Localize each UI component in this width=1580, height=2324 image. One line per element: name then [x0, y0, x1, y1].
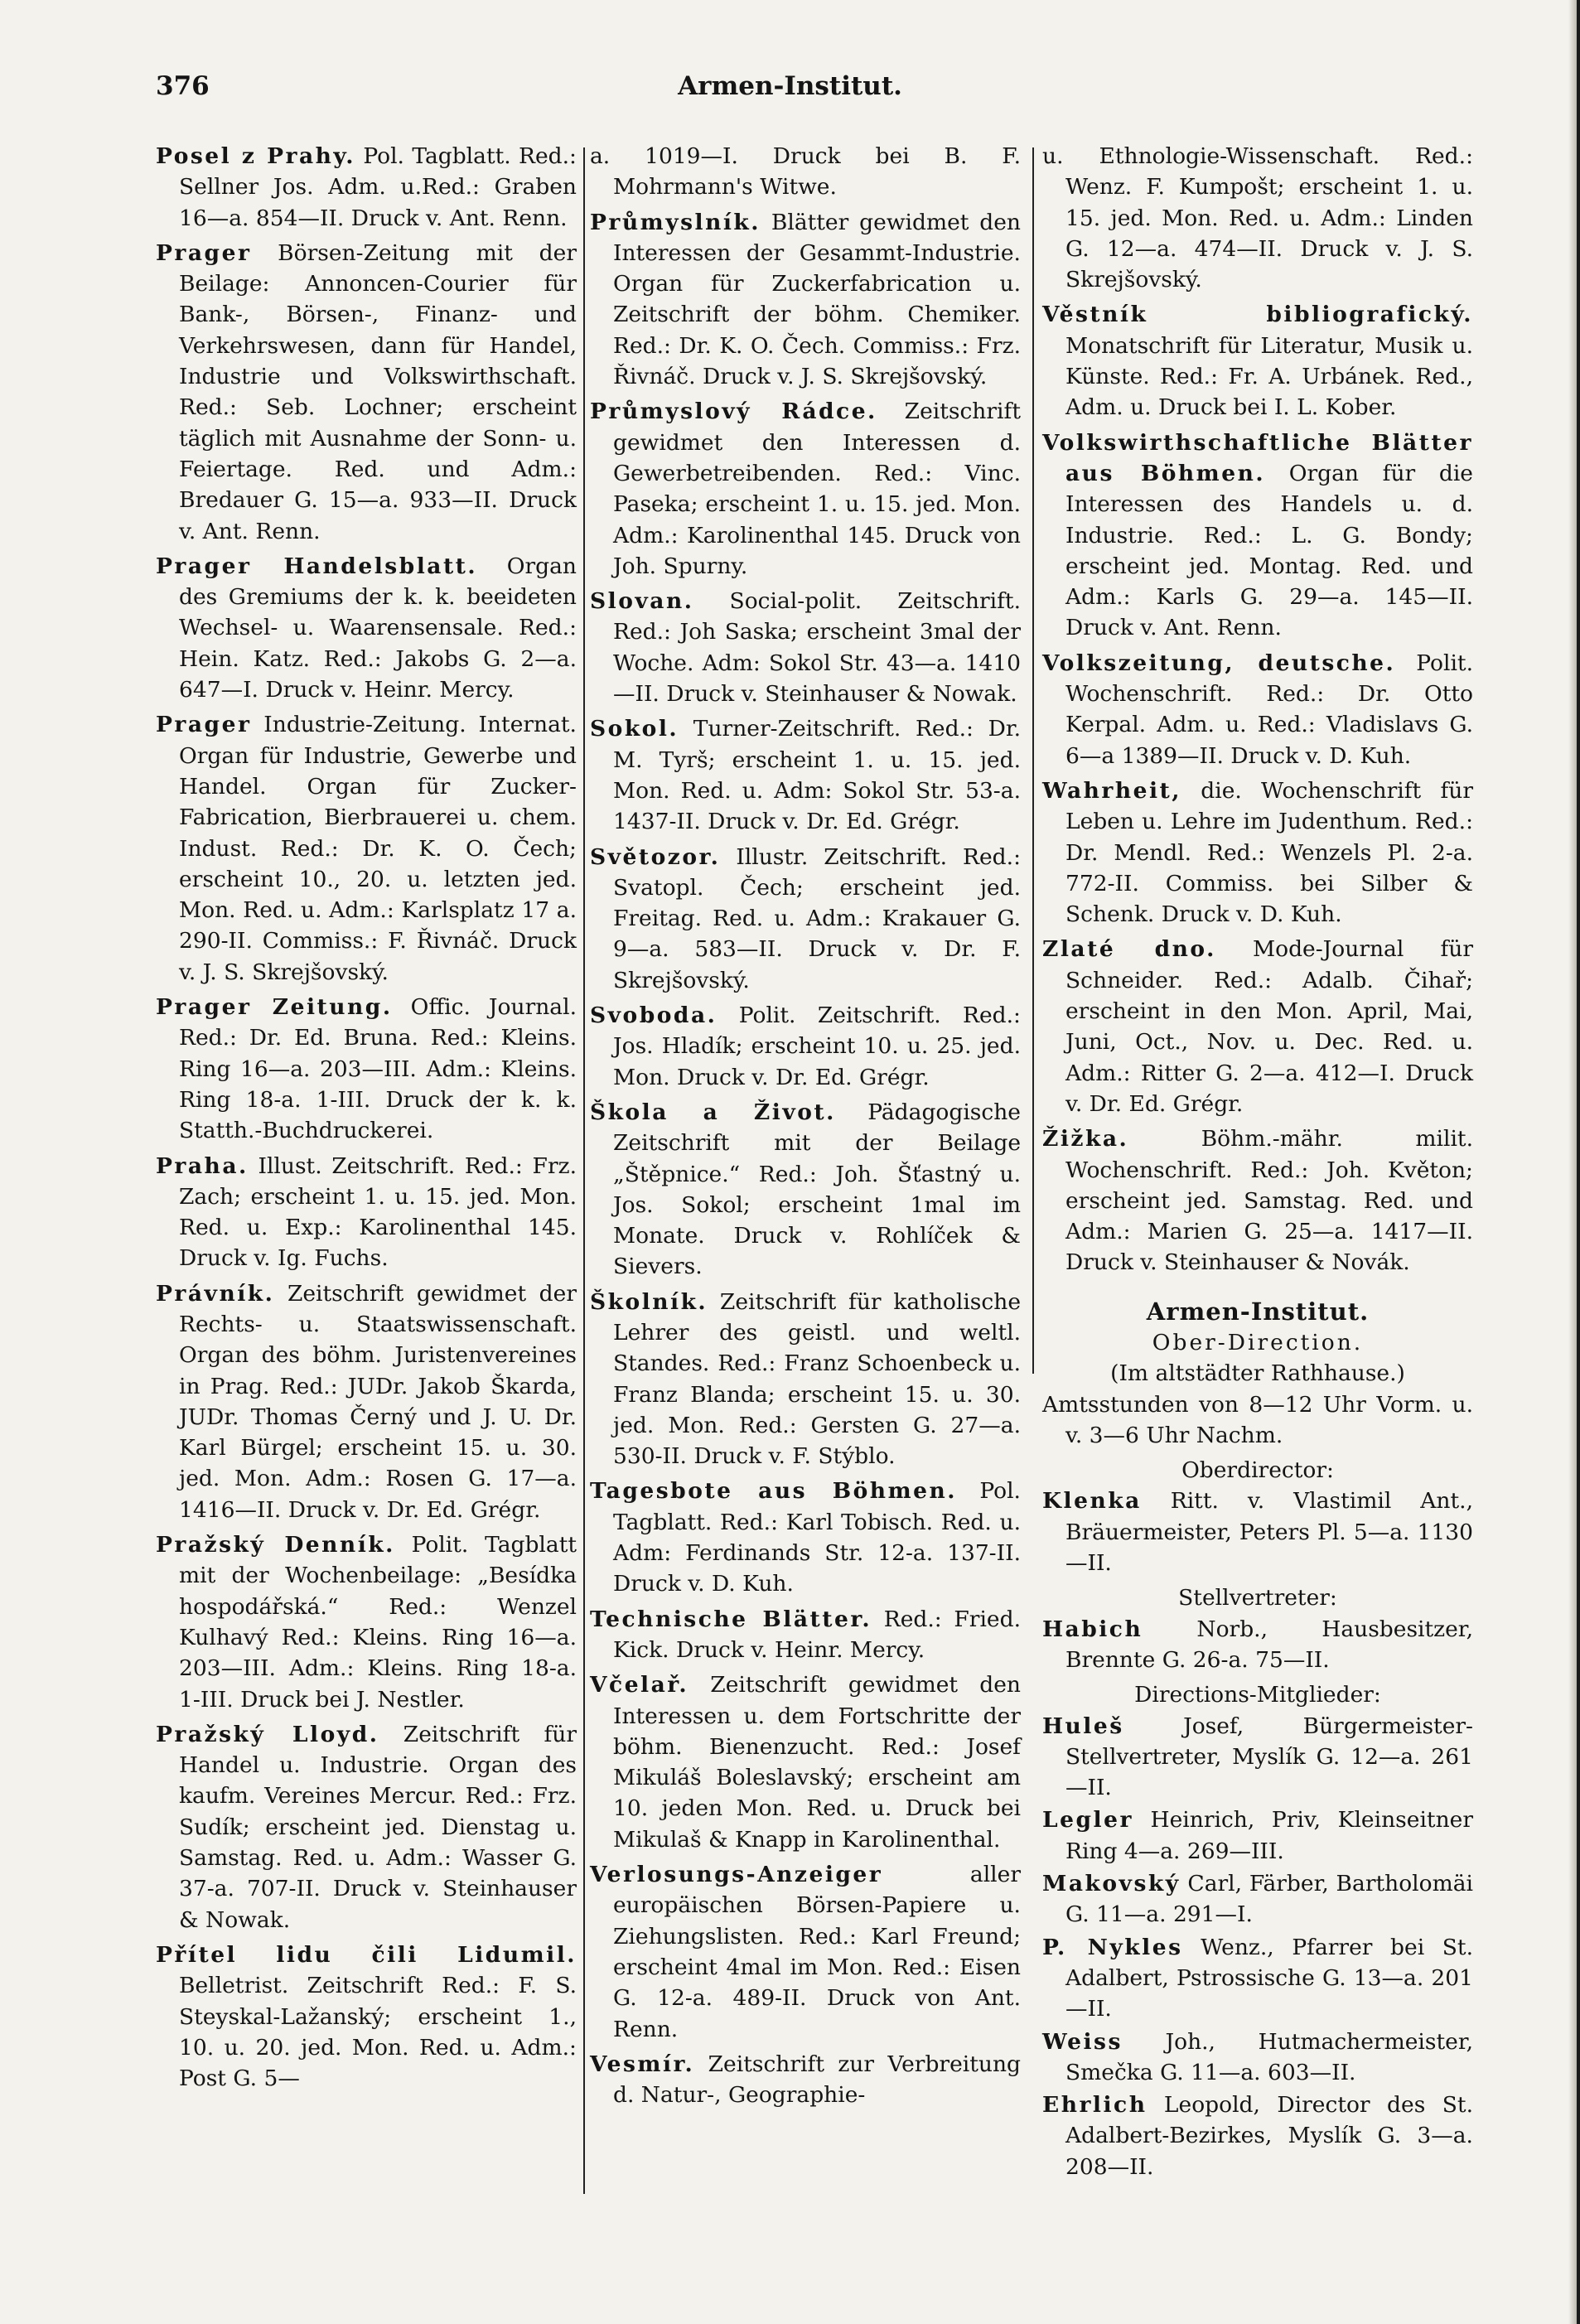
- section-location: (Im altstädter Rathhause.): [1110, 1360, 1405, 1387]
- entry-keyword: Věstník bibliografický.: [1042, 302, 1473, 328]
- entry-text: Polit. Zeitschrift. Red.: Jos. Hladík; erscheint 10. u. 25. jed. Mon. Druck v. Dr. Ed. Grégr.: [613, 1003, 1021, 1090]
- page-number: 376: [156, 71, 210, 101]
- entry-keyword: Prager Handelsblatt.: [156, 553, 478, 579]
- entry-text: Illust. Zeitschrift. Red.: Frz. Zach; erscheint 1. u. 15. jed. Mon. Red. u. Exp.: Karolinenthal 145. Druck v. Ig. Fuchs.: [179, 1152, 577, 1272]
- entry-keyword: Praha.: [156, 1152, 249, 1179]
- entry-text: Industrie-Zeitung. Internat. Organ für Industrie, Gewerbe und Handel. Organ für Zucker-Fabrication, Bierbrauerei u. chem. Indust. Red.: Dr. K. O. Čech; erscheint 10., 20. u. letzten jed. Mon. Red. u. Adm.: Karlsplatz 17 a. 290-II. Commiss.: F. Řivnáč. Druck v. J. S. Skrejšovský.: [179, 712, 577, 985]
- armen-institut-section: [1042, 1297, 1473, 2182]
- entry-text: u. Ethnologie-Wissenschaft. Red.: Wenz. F. Kumpošt; erscheint 1. u. 15. jed. Mon. Red. u. Adm.: Linden G. 12—a. 474—II. Druck v. J. S. Skrejšovský.: [1042, 143, 1473, 293]
- entry-text: Zeitschrift gewidmet der Rechts- u. Staatswissenschaft. Organ des böhm. Juristenvereines in Prag. Red.: JUDr. Jakob Škarda, JUDr. Thomas Černý und J. U. Dr. Karl Bürgel; erscheint 15. u. 30. jed. Mon. Adm.: Rosen G. 17—a. 1416—II. Druck v. Dr. Ed. Grégr.: [179, 1280, 577, 1523]
- directory-entry: [590, 1476, 1021, 1599]
- directory-entry: [1042, 648, 1473, 771]
- entry-text: Norb., Hausbesitzer, Brennte G. 26-a. 75—II.: [1065, 1616, 1473, 1673]
- entry-keyword: Slovan.: [590, 588, 694, 615]
- label-stellvertreter: Stellvertreter:: [1178, 1585, 1337, 1611]
- directory-entry: [590, 1097, 1021, 1283]
- entry-keyword: Legler: [1042, 1807, 1133, 1834]
- directory-entry: [156, 551, 577, 705]
- column-divider-left: [583, 147, 585, 2194]
- directory-entry: [590, 1669, 1021, 1855]
- entry-keyword: Prager: [156, 239, 252, 266]
- entry-text: Red.: Fried. Kick. Druck v. Heinr. Mercy.: [613, 1606, 1021, 1663]
- entry-keyword: Habich: [1042, 1616, 1143, 1642]
- column-3: [1042, 141, 1473, 2184]
- directory-entry: [156, 1940, 577, 2094]
- section-subtitle: Ober-Direction.: [1152, 1329, 1364, 1355]
- entry-keyword: Technische Blätter.: [590, 1606, 872, 1632]
- directory-entry: [590, 713, 1021, 837]
- stellvertreter-entry: [1042, 1614, 1473, 1676]
- oberdirector-entry: [1042, 1486, 1473, 1578]
- directory-entry: [156, 992, 577, 1146]
- entry-keyword: Zlaté dno.: [1042, 936, 1216, 963]
- entry-text: Polit. Tagblatt mit der Wochenbeilage: „Besídka hospodářská.“ Red.: Wenzel Kulhavý Red.: Kleins. Ring 16—a. 203—III. Adm.: Kleins. Ring 18-a. 1-III. Druck bei J. Nestler.: [179, 1532, 577, 1713]
- entry-keyword: Vesmír.: [590, 2051, 695, 2077]
- directory-entry: [156, 141, 577, 234]
- entry-text: Blätter gewidmet den Interessen der Gesammt-Industrie. Organ für Zuckerfabrication u. Zeitschrift der böhm. Chemiker. Red.: Dr. K. O. Čech. Commiss.: Frz. Řivnáč. Druck v. J. S. Skrejšovský.: [613, 209, 1021, 390]
- directory-entry: [1042, 2090, 1473, 2182]
- directory-entry: [1042, 934, 1473, 1119]
- entry-keyword: Makovský: [1042, 1871, 1181, 1897]
- entry-text: Monatschrift für Literatur, Musik u. Künste. Red.: Fr. A. Urbánek. Red., Adm. u. Druck bei I. L. Kober.: [1065, 332, 1473, 421]
- entry-keyword: Právník.: [156, 1280, 275, 1307]
- entry-keyword: Včelař.: [590, 1672, 689, 1698]
- entry-keyword: Průmyslový Rádce.: [590, 399, 877, 425]
- entry-text: Organ des Gremiums der k. k. beeideten Wechsel- u. Waarensensale. Red.: Hein. Katz. Red.: Jakobs G. 2—a. 647—I. Druck v. Heinr. Mercy.: [179, 553, 577, 703]
- entry-text: Wenz., Pfarrer bei St. Adalbert, Pstrossische G. 13—a. 201—II.: [1065, 1934, 1473, 2022]
- directory-entry: [156, 1719, 577, 1935]
- entry-keyword: Klenka: [1042, 1488, 1142, 1515]
- directory-entry: [590, 1604, 1021, 1666]
- entry-keyword: Posel z Prahy.: [156, 143, 356, 169]
- entry-keyword: Verlosungs-Anzeiger: [590, 1862, 883, 1888]
- entry-text: Illustr. Zeitschrift. Red.: Svatopl. Čech; erscheint jed. Freitag. Red. u. Adm.: Krakauer G. 9—a. 583—II. Druck v. Dr. F. Skrejšovský.: [613, 843, 1021, 993]
- entry-keyword: Sokol.: [590, 716, 679, 742]
- entry-keyword: Svoboda.: [590, 1003, 718, 1029]
- directory-entry: [1042, 428, 1473, 644]
- entry-text: Social-polit. Zeitschrift. Red.: Joh Saska; erscheint 3mal der Woche. Adm: Sokol Str. 43—a. 1410—II. Druck v. Steinhauser & Nowak.: [613, 588, 1021, 708]
- entry-text: Mode-Journal für Schneider. Red.: Adalb. Čihař; erscheint in den Mon. April, Mai, Juni, Oct., Nov. u. Dec. Red. u. Adm.: Ritter G. 2—a. 412—I. Druck v. Dr. Ed. Grégr.: [1065, 936, 1474, 1117]
- directory-entry: [590, 207, 1021, 393]
- entry-text: Joh., Hutmachermeister, Smečka G. 11—a. 603—II.: [1065, 2028, 1473, 2085]
- directory-entry: [590, 1859, 1021, 2045]
- entry-keyword: Volkswirthschaftliche Blätter aus Böhmen.: [1042, 429, 1473, 486]
- entry-text: Carl, Färber, Bartholomäi G. 11—a. 291—I.: [1065, 1871, 1473, 1928]
- entry-text: Pol. Tagblatt. Red.: Karl Tobisch. Red. u. Adm: Ferdinands Str. 12-a. 137-II. Druck v. D. Kuh.: [613, 1478, 1021, 1597]
- directory-entry: [590, 1000, 1021, 1093]
- entry-keyword: Školník.: [590, 1288, 708, 1315]
- entry-text: Polit. Wochenschrift. Red.: Dr. Otto Kerpal. Adm. u. Red.: Vladislavs G. 6—a 1389—II. Druck v. D. Kuh.: [1065, 650, 1473, 769]
- entry-text: Pädagogische Zeitschrift mit der Beilage „Štěpnice.“ Red.: Joh. Šťastný u. Jos. Sokol; erscheint 1mal im Monate. Druck v. Rohlíček & Sievers.: [613, 1099, 1021, 1280]
- entry-keyword: Pražský Denník.: [156, 1532, 395, 1558]
- entry-keyword: Huleš: [1042, 1713, 1124, 1739]
- entry-text: Pol. Tagblatt. Red.: Sellner Jos. Adm. u.Red.: Graben 16—a. 854—II. Druck v. Ant. Renn.: [179, 143, 577, 231]
- entry-keyword: Přítel lidu čili Lidumil.: [156, 1941, 577, 1968]
- entry-text: Zeitschrift gewidmet den Interessen u. dem Fortschritte der böhm. Bienenzucht. Red.: Josef Mikuláš Boleslavský; erscheint am 10. jeden Mon. Red. u. Druck bei Mikulaš & Knapp in Karolinenthal.: [613, 1672, 1021, 1853]
- directory-entry: [1042, 141, 1473, 295]
- entry-text: Zeitschrift für Handel u. Industrie. Organ des kaufm. Vereines Mercur. Red.: Frz. Sudík; erscheint jed. Dienstag u. Samstag. Red. u. Adm.: Wasser G. 37-a. 707-II. Druck v. Steinhauser & Nowak.: [179, 1721, 577, 1933]
- directory-entry: [1042, 1805, 1473, 1867]
- directory-entry: [590, 141, 1021, 203]
- members-list: [1042, 1711, 1473, 2182]
- section-title: Armen-Institut.: [1146, 1297, 1370, 1326]
- column-1: [156, 141, 577, 2098]
- label-mitglieder: Directions-Mitglieder:: [1134, 1682, 1381, 1708]
- entry-text: Organ für die Interessen des Handels u. d. Industrie. Red.: L. G. Bondy; erscheint jed. Montag. Red. und Adm.: Karls G. 29—a. 145—II. Druck v. Ant. Renn.: [1065, 460, 1473, 641]
- entry-text: Leopold, Director des St. Adalbert-Bezirkes, Myslík G. 3—a. 208—II.: [1065, 2092, 1473, 2180]
- entry-text: die. Wochenschrift für Leben u. Lehre im Judenthum. Red.: Dr. Mendl. Red.: Wenzels Pl. 2-a. 772-II. Commiss. bei Silber & Schenk. Druck v. D. Kuh.: [1065, 777, 1473, 928]
- directory-entry: [156, 1529, 577, 1715]
- entry-keyword: Pražský Lloyd.: [156, 1721, 379, 1747]
- entry-keyword: Žižka.: [1042, 1126, 1129, 1152]
- label-oberdirector: Oberdirector:: [1181, 1457, 1334, 1484]
- entry-text: Zeitschrift gewidmet den Interessen d. Gewerbetreibenden. Red.: Vinc. Paseka; erscheint 1. u. 15. jed. Mon. Adm.: Karolinenthal 145. Druck von Joh. Spurny.: [613, 399, 1021, 579]
- directory-entry: [1042, 299, 1473, 423]
- office-hours: Amtsstunden von 8—12 Uhr Vorm. u. v. 3—6 Uhr Nachm.: [1042, 1391, 1473, 1448]
- entry-text: a. 1019—I. Druck bei B. F. Mohrmann's Witwe.: [590, 143, 1021, 201]
- entry-text: Belletrist. Zeitschrift Red.: F. S. Steyskal-Lažanský; erscheint 1., 10. u. 20. jed. Mon. Red. u. Adm.: Post G. 5—: [179, 1973, 577, 2092]
- entry-text: Zeitschrift zur Verbreitung d. Natur-, Geographie-: [613, 2051, 1021, 2109]
- entry-text: Offic. Journal. Red.: Dr. Ed. Bruna. Red.: Kleins. Ring 16—a. 203—III. Adm.: Kleins. Ring 18-a. 1-III. Druck der k. k. Statth.-Buchdruckerei.: [179, 994, 577, 1144]
- directory-entry: [1042, 1868, 1473, 1930]
- directory-entry: [156, 1151, 577, 1274]
- page-edge-shadow: [1568, 0, 1577, 2324]
- directory-entry: [590, 586, 1021, 709]
- directory-entry: [1042, 1932, 1473, 2025]
- entry-keyword: Světozor.: [590, 843, 721, 870]
- running-title: Armen-Institut.: [678, 71, 902, 101]
- entry-keyword: Ehrlich: [1042, 2092, 1148, 2119]
- entry-keyword: Weiss: [1042, 2028, 1123, 2055]
- entry-text: Börsen-Zeitung mit der Beilage: Annoncen-Courier für Bank-, Börsen-, Finanz- und Verkehrswesen, dann für Handel, Industrie und Volkswirthschaft. Red.: Seb. Lochner; erscheint täglich mit Ausnahme der Sonn- u. Feiertage. Red. und Adm.: Bredauer G. 15—a. 933—II. Druck v. Ant. Renn.: [179, 239, 577, 544]
- column-3-entries: [1042, 141, 1473, 1278]
- directory-entry: [1042, 2027, 1473, 2089]
- directory-entry: [590, 396, 1021, 582]
- entry-keyword: P. Nykles: [1042, 1934, 1183, 1960]
- entry-text: Heinrich, Priv, Kleinseitner Ring 4—a. 269—III.: [1065, 1807, 1473, 1864]
- column-2: [590, 141, 1021, 2114]
- entry-text: Josef, Bürgermeister-Stellvertreter, Myslík G. 12—a. 261—II.: [1065, 1713, 1473, 1801]
- entry-keyword: Prager: [156, 712, 252, 738]
- directory-entry: [156, 709, 577, 988]
- directory-entry: [590, 842, 1021, 996]
- entry-keyword: Volkszeitung, deutsche.: [1042, 650, 1396, 676]
- entry-keyword: Průmyslník.: [590, 209, 761, 235]
- entry-keyword: Škola a Život.: [590, 1099, 836, 1125]
- entry-text: aller europäischen Börsen-Papiere u. Ziehungslisten. Red.: Karl Freund; erscheint 4mal im Mon. Red.: Eisen G. 12-a. 489-II. Druck von Ant. Renn.: [613, 1862, 1021, 2042]
- directory-entry: [590, 1287, 1021, 1472]
- entry-keyword: Wahrheit,: [1042, 777, 1182, 804]
- entry-text: Zeitschrift für katholische Lehrer des geistl. und weltl. Standes. Red.: Franz Schoenbeck u. Franz Blanda; erscheint 15. u. 30. jed. Mon. Red.: Gersten G. 27—a. 530-II. Druck v. F. Stýblo.: [613, 1288, 1021, 1470]
- entry-text: Turner-Zeitschrift. Red.: Dr. M. Tyrš; erscheint 1. u. 15. jed. Mon. Red. u. Adm: Sokol Str. 53-a. 1437-II. Druck v. Dr. Ed. Grégr.: [613, 716, 1021, 835]
- directory-entry: [156, 238, 577, 547]
- directory-entry: [1042, 1123, 1473, 1278]
- directory-entry: [590, 2049, 1021, 2111]
- entry-text: Ritt. v. Vlastimil Ant., Bräuermeister, Peters Pl. 5—a. 1130—II.: [1065, 1488, 1473, 1577]
- entry-text: Böhm.-mähr. milit. Wochenschrift. Red.: Joh. Květon; erscheint jed. Samstag. Red. und Adm.: Marien G. 25—a. 1417—II. Druck v. Steinhauser & Novák.: [1065, 1126, 1473, 1276]
- entry-keyword: Prager Zeitung.: [156, 994, 393, 1021]
- directory-entry: [1042, 775, 1473, 930]
- directory-entry: [156, 1278, 577, 1525]
- entry-keyword: Tagesbote aus Böhmen.: [590, 1478, 957, 1505]
- directory-entry: [1042, 1711, 1473, 1804]
- column-divider-right: [1032, 147, 1034, 1374]
